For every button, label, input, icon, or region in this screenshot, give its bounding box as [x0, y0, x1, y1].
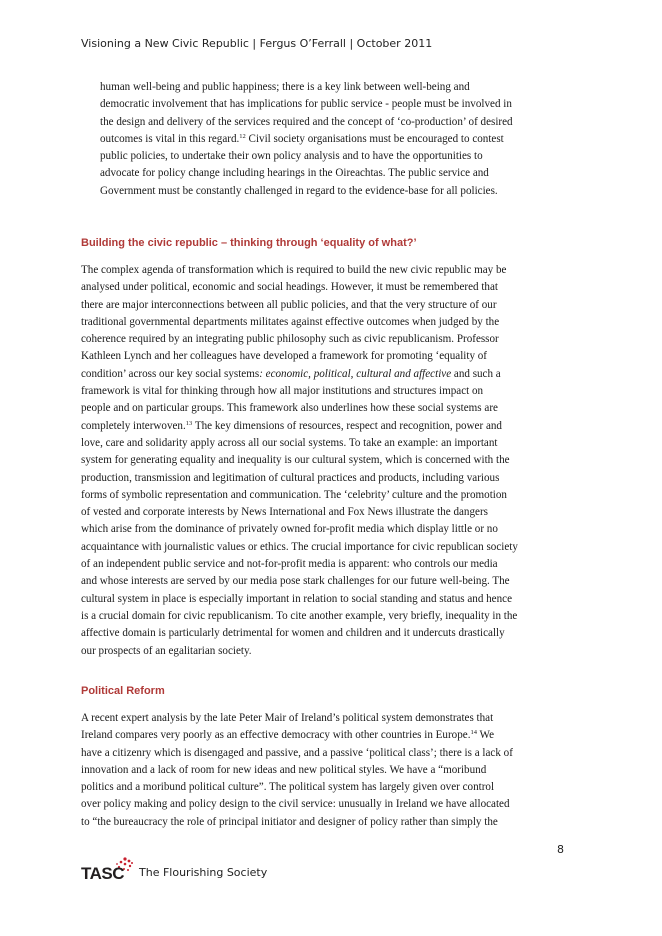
text-line: The complex agenda of transformation which is required to build the new civic republic may be [81, 264, 507, 276]
text-line: is a crucial domain for civic republicanism. To cite another example, very briefly, inequality in the [81, 609, 518, 622]
footnote-ref-12[interactable]: 12 [239, 132, 246, 140]
text-line: traditional governmental departments militates against effective outcomes when judged by the [81, 315, 500, 328]
section-heading-political-reform: Political Reform [81, 685, 165, 697]
text-line: framework is vital for thinking through how all major institutions and structures impact on [81, 385, 484, 398]
text-line: cultural system in place is especially important in relation to social standing and status and hence [81, 592, 512, 605]
text-line: there are major interconnections between all public policies, and that the very structure of our [81, 298, 497, 311]
text-line [81, 366, 573, 383]
text-line: public policies, to undertake their own policy analysis and to have the opportunities to [100, 150, 483, 163]
text-segment: and such a [451, 367, 501, 380]
page-number: 8 [557, 843, 564, 856]
footnote-ref-13[interactable]: 13 [185, 419, 193, 427]
text-line [81, 418, 573, 435]
text-line: which arise from the dominance of privately owned for-profit media which display little or no [81, 523, 498, 536]
footer-tagline: The Flourishing Society [139, 866, 268, 879]
text-line: over policy making and policy design to the civil service: unusually in Ireland we have allocated [81, 798, 510, 811]
text-line: the design and delivery of the services required and the concept of ‘co-production’ of desired [100, 115, 513, 128]
text-line: system for generating equality and inequality is our cultural system, which is concerned with the [81, 454, 510, 467]
text-line: Government must be constantly challenged in regard to the evidence-base for all policies. [100, 184, 498, 197]
text-line: acquaintance with journalistic values or ethics. The crucial importance for civic republican society [81, 540, 518, 553]
text-line: to “the bureaucracy the role of principal initiator and designer of policy rather than simply the [81, 815, 498, 828]
page-footer [81, 856, 281, 886]
text-line: love, care and solidarity apply across all our social systems. To take an example: an important [81, 436, 498, 449]
italic-text: : economic, political, cultural and affective [259, 367, 452, 380]
text-line: forms of symbolic representation and communication. The ‘celebrity’ culture and the promotion [81, 488, 507, 501]
text-line [81, 727, 573, 744]
text-line: analysed under political, economic and social headings. However, it must be remembered that [81, 281, 498, 294]
tasc-logo [81, 856, 137, 884]
text-line: human well-being and public happiness; there is a key link between well-being and [100, 81, 470, 93]
text-line: people and on particular groups. This framework also underlines how these social systems are [81, 402, 498, 415]
text-line: of an independent public service and not-for-profit media is apparent: who controls our media [81, 558, 498, 571]
section-heading-civic-republic: Building the civic republic – thinking through ‘equality of what?’ [81, 237, 417, 249]
text-line: democratic involvement that has implications for public service - people must be involved in [100, 98, 512, 111]
text-line: advocate for policy change including hearings in the Oireachtas. The public service and [100, 167, 489, 180]
text-segment: Ireland compares very poorly as an effective democracy with other countries in Europe. [81, 729, 471, 742]
indented-paragraph [100, 79, 570, 200]
text-line: have a citizenry which is disengaged and passive, and a passive ‘political class’; there is a lack of [81, 746, 513, 759]
text-line: coherence required by an integrating public philosophy such as civic republicanism. Professor [81, 333, 499, 346]
text-line [100, 131, 570, 148]
paragraph-political-reform [81, 710, 573, 831]
text-line: production, transmission and legitimation of cultural practices and products, including various [81, 471, 500, 484]
text-line: of vested and corporate interests by News International and Fox News illustrate the dangers [81, 506, 488, 519]
text-line: innovation and a lack of room for new ideas and new political styles. We have a “moribund [81, 763, 487, 776]
paragraph-equality [81, 262, 573, 660]
text-line: A recent expert analysis by the late Peter Mair of Ireland’s political system demonstrates that [81, 712, 494, 724]
text-segment: condition’ across our key social systems [81, 367, 260, 380]
text-line: politics and a moribund political culture”. The political system has largely given over control [81, 781, 495, 794]
text-line: and whose interests are served by our media pose stark challenges for our future well-being. The [81, 575, 510, 588]
footnote-ref-14[interactable]: 14 [470, 729, 477, 737]
text-line: Kathleen Lynch and her colleagues have developed a framework for promoting ‘equality of [81, 350, 487, 363]
text-line: our prospects of an egalitarian society. [81, 644, 252, 657]
text-segment: Civil society organisations must be encouraged to contest [245, 132, 504, 145]
logo-wordmark: TASC [81, 864, 125, 883]
text-line: affective domain is particularly detrimental for women and children and it undercuts drastically [81, 627, 505, 640]
text-segment: We [476, 729, 495, 742]
text-segment: outcomes is vital in this regard. [100, 132, 240, 145]
text-segment: The key dimensions of resources, respect and recognition, power and [192, 419, 502, 432]
page-header: Visioning a New Civic Republic | Fergus O’Ferrall | October 2011 [81, 37, 433, 50]
text-segment: completely interwoven. [81, 419, 186, 432]
